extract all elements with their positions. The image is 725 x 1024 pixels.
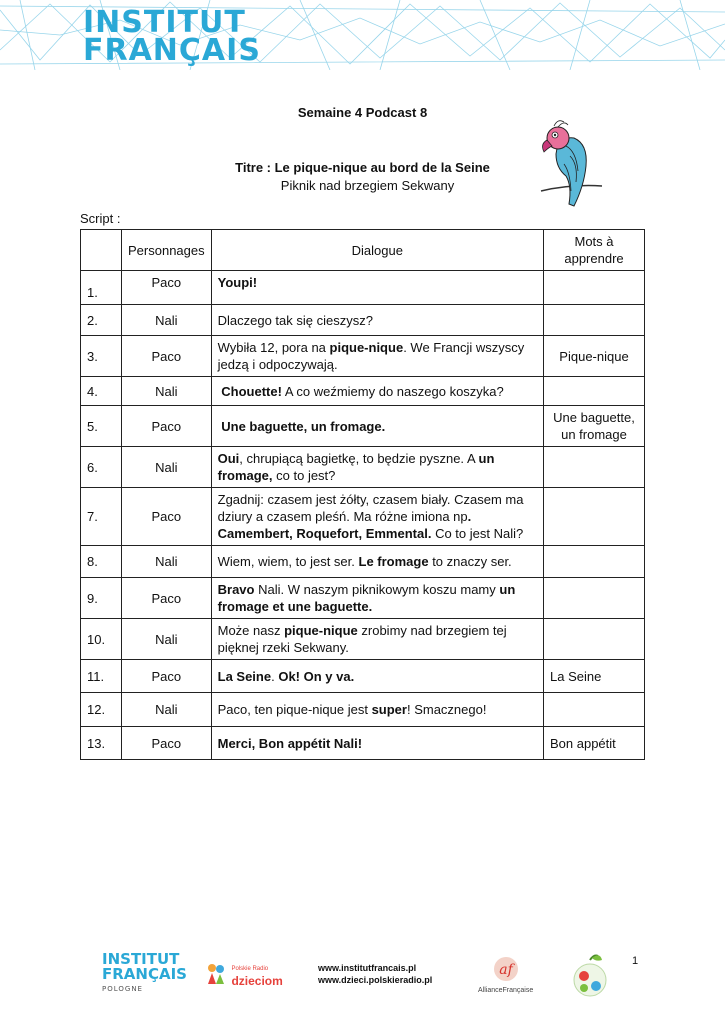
row-number: 9. bbox=[81, 578, 122, 619]
header-dialogue: Dialogue bbox=[211, 230, 543, 271]
row-words: La Seine bbox=[544, 660, 645, 693]
row-words bbox=[544, 546, 645, 578]
table-row bbox=[81, 305, 645, 336]
row-words bbox=[544, 619, 645, 660]
row-character: Paco bbox=[122, 488, 212, 546]
row-character: Paco bbox=[122, 271, 212, 305]
institut-url[interactable]: www.institutfrancais.pl bbox=[318, 963, 417, 973]
svg-text:af: af bbox=[498, 962, 513, 978]
row-dialogue: Wiem, wiem, to jest ser. Le fromage to znaczy ser. bbox=[211, 546, 543, 578]
row-character: Paco bbox=[122, 727, 212, 760]
header-characters: Personnages bbox=[122, 230, 212, 271]
table-row bbox=[81, 488, 645, 546]
row-number: 12. bbox=[81, 693, 122, 727]
podcast-title-pl: Piknik nad brzegiem Sekwany bbox=[280, 178, 455, 193]
table-row bbox=[81, 447, 645, 488]
row-number: 2. bbox=[81, 305, 122, 336]
table-row bbox=[81, 377, 645, 406]
table-row bbox=[81, 406, 645, 447]
parrot-illustration bbox=[536, 116, 606, 211]
row-words: Une baguette, un fromage bbox=[544, 406, 645, 447]
row-words bbox=[544, 305, 645, 336]
table-row bbox=[81, 271, 645, 305]
row-dialogue: Paco, ten pique-nique jest super! Smacznego! bbox=[211, 693, 543, 727]
table-row bbox=[81, 336, 645, 377]
footer-institut-francais-logo: INSTITUT FRANÇAIS POLOGNE bbox=[102, 950, 187, 993]
row-character: Nali bbox=[122, 693, 212, 727]
row-number: 3. bbox=[81, 336, 122, 377]
table-row bbox=[81, 546, 645, 578]
table-row bbox=[81, 619, 645, 660]
row-number: 1. bbox=[81, 271, 122, 305]
ceo-apple-logo bbox=[570, 952, 610, 1007]
row-dialogue: Youpi! bbox=[211, 271, 543, 305]
podcast-title-fr: Titre : Le pique-nique au bord de la Seine bbox=[235, 160, 490, 175]
row-dialogue: Oui, chrupiącą bagietkę, to będzie pyszne. A un fromage, co to jest? bbox=[211, 447, 543, 488]
row-words bbox=[544, 488, 645, 546]
row-character: Paco bbox=[122, 578, 212, 619]
row-character: Paco bbox=[122, 336, 212, 377]
footer-urls bbox=[318, 962, 432, 986]
row-character: Paco bbox=[122, 406, 212, 447]
row-number: 11. bbox=[81, 660, 122, 693]
header-words: Mots à apprendre bbox=[544, 230, 645, 271]
row-character: Paco bbox=[122, 660, 212, 693]
row-character: Nali bbox=[122, 305, 212, 336]
apple-icon bbox=[570, 952, 610, 1002]
table-row bbox=[81, 727, 645, 760]
table-header-row bbox=[81, 230, 645, 271]
row-words bbox=[544, 271, 645, 305]
row-character: Nali bbox=[122, 619, 212, 660]
row-number: 10. bbox=[81, 619, 122, 660]
row-character: Nali bbox=[122, 447, 212, 488]
row-dialogue: Może nasz pique-nique zrobimy nad brzegiem tej pięknej rzeki Sekwany. bbox=[211, 619, 543, 660]
week-title: Semaine 4 Podcast 8 bbox=[297, 105, 428, 120]
row-words bbox=[544, 447, 645, 488]
row-character: Nali bbox=[122, 546, 212, 578]
row-dialogue: La Seine. Ok! On y va. bbox=[211, 660, 543, 693]
table-row bbox=[81, 660, 645, 693]
row-words bbox=[544, 377, 645, 406]
row-dialogue: Chouette! A co weźmiemy do naszego koszyka? bbox=[211, 377, 543, 406]
row-words: Bon appétit bbox=[544, 727, 645, 760]
row-dialogue: Merci, Bon appétit Nali! bbox=[211, 727, 543, 760]
row-number: 7. bbox=[81, 488, 122, 546]
row-dialogue: Wybiła 12, pora na pique-nique. We Francji wszyscy jedzą i odpoczywają. bbox=[211, 336, 543, 377]
row-number: 4. bbox=[81, 377, 122, 406]
row-words: Pique-nique bbox=[544, 336, 645, 377]
institut-francais-logo: INSTITUT FRANÇAIS bbox=[83, 5, 261, 68]
script-label: Script : bbox=[80, 211, 121, 226]
row-number: 13. bbox=[81, 727, 122, 760]
row-dialogue: Dlaczego tak się cieszysz? bbox=[211, 305, 543, 336]
row-number: 8. bbox=[81, 546, 122, 578]
row-number: 6. bbox=[81, 447, 122, 488]
row-dialogue: Une baguette, un fromage. bbox=[211, 406, 543, 447]
header-number bbox=[81, 230, 122, 271]
kids-icon bbox=[205, 962, 227, 986]
row-number: 5. bbox=[81, 406, 122, 447]
polskieradio-url[interactable]: www.dzieci.polskieradio.pl bbox=[318, 975, 433, 985]
polskie-radio-dzieciom-logo: Polskie Radio dzieciom bbox=[205, 960, 283, 987]
alliance-francaise-logo: af AllianceFrançaise bbox=[478, 955, 533, 994]
row-dialogue: Bravo Nali. W naszym piknikowym koszu mamy un fromage et une baguette. bbox=[211, 578, 543, 619]
dialogue-table bbox=[80, 229, 645, 760]
page-number: 1 bbox=[632, 955, 639, 967]
af-emblem-icon bbox=[492, 955, 520, 985]
row-words bbox=[544, 693, 645, 727]
table-row bbox=[81, 578, 645, 619]
row-dialogue: Zgadnij: czasem jest żółty, czasem biały. Czasem ma dziury a czasem pleśń. Ma różne imiona np. Camembert, Roquefort, Emmental. Co to jest Nali? bbox=[211, 488, 543, 546]
row-words bbox=[544, 578, 645, 619]
row-character: Nali bbox=[122, 377, 212, 406]
table-row bbox=[81, 693, 645, 727]
